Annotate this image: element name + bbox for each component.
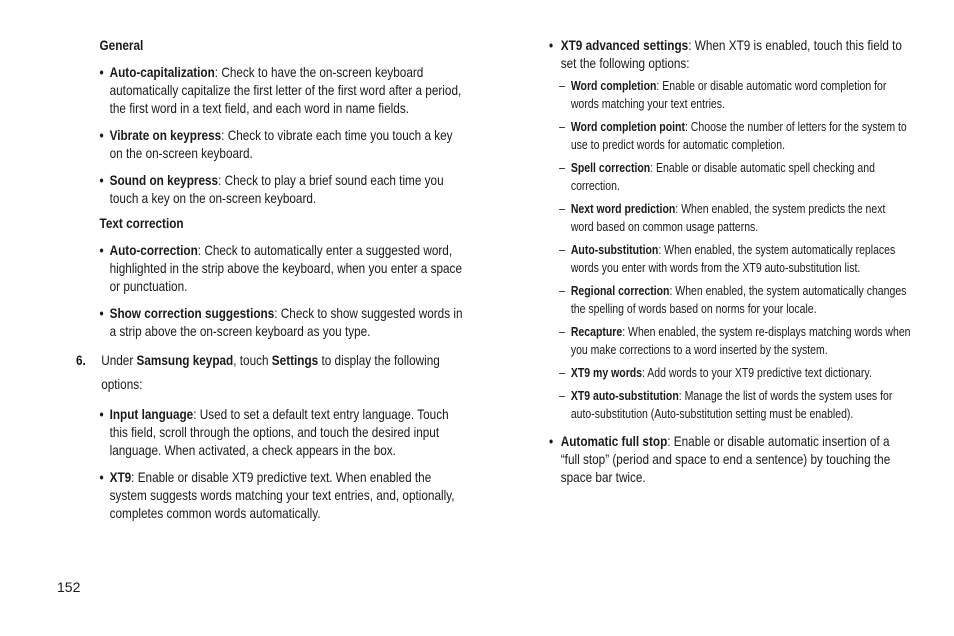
dash-icon: – (559, 366, 565, 380)
item-text: : When enabled, the system automatically replaces words you enter with words from the XT9 auto-substitution list. (570, 243, 896, 275)
bullet-icon: • (99, 242, 104, 258)
bullet-icon: • (549, 37, 554, 53)
list-item (76, 468, 468, 522)
bullet-icon: • (99, 305, 104, 321)
item-text: : When enabled, the system automatically changes the spelling of words based on norms for your locale. (570, 284, 907, 316)
dash-icon: – (559, 389, 565, 403)
item-label: Recapture (570, 325, 623, 339)
text-correction-heading: Text correction (99, 215, 184, 231)
right-column (549, 36, 911, 487)
sub-list-item (549, 118, 911, 154)
item-label: Auto-correction (109, 242, 198, 258)
right-column-content (549, 36, 911, 486)
dash-icon: – (559, 202, 565, 216)
item-text: : Enable or disable XT9 predictive text. When enabled the system suggests words matching your text entries, and, optionally, completes common words automatically. (109, 469, 455, 521)
item-label: Regional correction (570, 284, 670, 298)
item-text: : Enable or disable automatic insertion of a “full stop” (period and space to end a sentence) by touching the space bar twice. (560, 433, 891, 485)
sub-list-item (549, 77, 911, 113)
page-number: 152 (57, 579, 81, 595)
dash-icon: – (559, 284, 565, 298)
item-text: : Enable or disable automatic word completion for words matching your text entries. (570, 79, 887, 111)
item-text: : Check to show suggested words in a strip above the on-screen keyboard as you type. (109, 305, 463, 339)
list-item (549, 36, 911, 72)
item-text: : Add words to your XT9 predictive text dictionary. (642, 366, 872, 380)
list-item (76, 171, 468, 207)
item-text: : Enable or disable automatic spell checking and correction. (570, 161, 875, 193)
item-label: Show correction suggestions (109, 305, 275, 321)
item-label: Sound on keypress (109, 172, 219, 188)
dash-icon: – (559, 325, 565, 339)
sub-list-item (549, 323, 911, 359)
bullet-icon: • (99, 172, 104, 188)
step-text: Under (101, 352, 137, 368)
item-label: Auto-capitalization (109, 64, 215, 80)
item-label: Next word prediction (570, 202, 676, 216)
dash-icon: – (559, 243, 565, 257)
item-label: Automatic full stop (560, 433, 668, 449)
dash-icon: – (559, 120, 565, 134)
item-label: Auto-substitution (570, 243, 659, 257)
step-text: to display the following options: (101, 352, 440, 392)
step-keyword: Settings (271, 352, 319, 368)
bullet-icon: • (99, 406, 104, 422)
item-text: : Check to vibrate each time you touch a key on the on-screen keyboard. (109, 127, 453, 161)
sub-list-item (549, 282, 911, 318)
list-item (76, 405, 468, 459)
step-options-list (76, 405, 468, 522)
item-text: : Manage the list of words the system uses for auto-substitution (Auto-substitution setting must be enabled). (570, 389, 893, 421)
item-text: : Check to automatically enter a suggested word, highlighted in the strip above the keyboard, when you enter a space or punctuation. (109, 242, 462, 294)
left-column-content (76, 36, 468, 522)
auto-full-stop-list (549, 432, 911, 486)
list-item (76, 63, 468, 117)
item-text: : Check to play a brief sound each time you touch a key on the on-screen keyboard. (109, 172, 444, 206)
step-text: , touch (233, 352, 272, 368)
item-label: XT9 (109, 469, 132, 485)
item-label: XT9 auto-substitution (570, 389, 679, 403)
list-item (549, 432, 911, 486)
item-text: : When enabled, the system re-displays matching words when you make corrections to a word inserted by the system. (570, 325, 911, 357)
sub-list-item (549, 387, 911, 423)
item-label: Vibrate on keypress (109, 127, 222, 143)
sub-list-item (549, 200, 911, 236)
left-column (76, 36, 468, 523)
sub-list-item (549, 364, 911, 382)
list-item (76, 241, 468, 295)
xt9-sub-list (549, 77, 911, 423)
text-correction-list (76, 241, 468, 340)
list-item (76, 126, 468, 162)
item-text: : When enabled, the system predicts the next word based on common usage patterns. (570, 202, 886, 234)
item-label: XT9 my words (570, 366, 643, 380)
dash-icon: – (559, 161, 565, 175)
xt9-list (549, 36, 911, 72)
item-label: Word completion (570, 79, 657, 93)
general-heading: General (99, 37, 144, 53)
item-text: : Choose the number of letters for the system to use to predict words for automatic completion. (570, 120, 907, 152)
bullet-icon: • (99, 127, 104, 143)
sub-list-item (549, 159, 911, 195)
step-keyword: Samsung keypad (136, 352, 234, 368)
bullet-icon: • (99, 64, 104, 80)
sub-list-item (549, 241, 911, 277)
general-list (76, 63, 468, 207)
item-text: : Used to set a default text entry language. Touch this field, scroll through the options, and touch the desired input language. When activated, a check appears in the box. (109, 406, 449, 458)
list-item (76, 304, 468, 340)
item-text: : When XT9 is enabled, touch this field to set the following options: (560, 37, 902, 71)
dash-icon: – (559, 79, 565, 93)
bullet-icon: • (99, 469, 104, 485)
item-label: Spell correction (570, 161, 651, 175)
bullet-icon: • (549, 433, 554, 449)
step-6 (76, 348, 468, 396)
item-label: Word completion point (570, 120, 685, 134)
item-label: Input language (109, 406, 194, 422)
item-text: : Check to have the on-screen keyboard automatically capitalize the first letter of the first word after a period, the first word in a text field, and each word in name fields. (109, 64, 462, 116)
step-number: 6. (76, 352, 86, 368)
item-label: XT9 advanced settings (560, 37, 689, 53)
